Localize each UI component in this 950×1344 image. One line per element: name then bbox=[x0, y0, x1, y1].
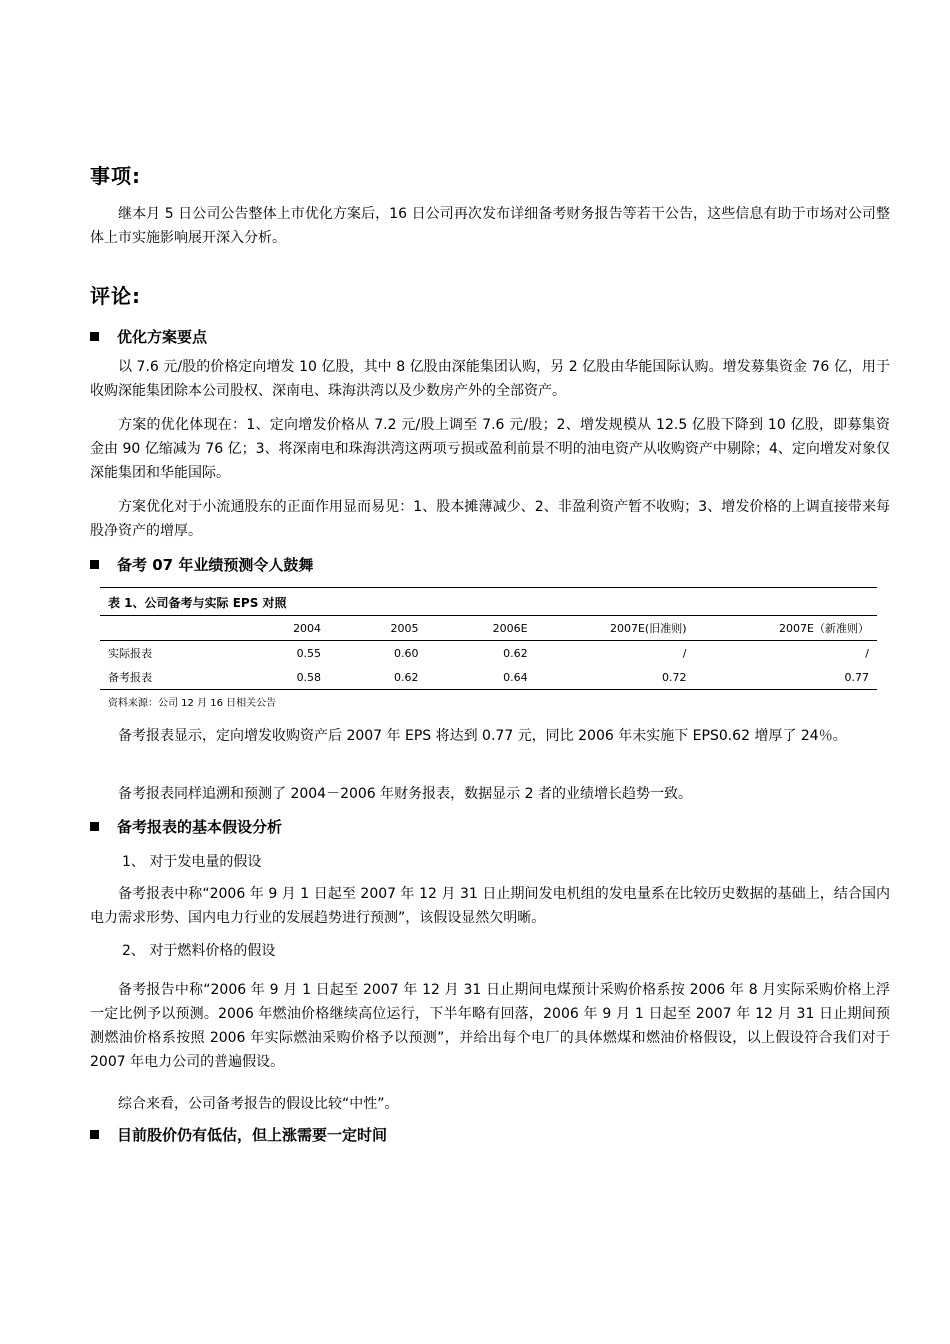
table-header-cell: 2007E(旧准则) bbox=[532, 616, 691, 641]
table-header-cell: 2006E bbox=[423, 616, 532, 641]
table-cell: 0.58 bbox=[251, 665, 326, 690]
table-cell: 0.72 bbox=[532, 665, 691, 690]
table-cell: 备考报表 bbox=[100, 665, 251, 690]
table-cell: 0.60 bbox=[394, 646, 419, 660]
table-cell: / bbox=[682, 646, 687, 660]
table-cell: 0.64 bbox=[423, 665, 532, 690]
event-paragraph: 继本月 5 日公司公告整体上市优化方案后，16 日公司再次发布详细备考财务报告等若干公告，这些信息有助于市场对公司整体上市实施影响展开深入分析。 bbox=[90, 206, 890, 246]
paragraph-5: 备考报表同样追溯和预测了 2004－2006 年财务报表，数据显示 2 者的业绩增长趋势一致。 bbox=[118, 786, 692, 802]
bullet-square-icon bbox=[90, 822, 99, 831]
paragraph-2: 方案的优化体现在：1、定向增发价格从 7.2 元/股上调至 7.6 元/股；2、增发规模从 12.5 亿股下降到 10 亿股，即募集资金由 90 亿缩减为 76 亿；3、将深南电和珠海洪湾这两项亏损或盈利前景不明的油电资产从收购资产中剔除；4、定向增发对象仅深能集团和华能国际。 bbox=[90, 417, 890, 481]
table-row bbox=[100, 665, 877, 690]
bullet-heading-4: 目前股价仍有低估，但上涨需要一定时间 bbox=[90, 1124, 387, 1145]
table-source-note: 资料来源：公司 12 月 16 日相关公告 bbox=[108, 698, 277, 709]
subheading-1: 1、 对于发电量的假设 bbox=[122, 854, 262, 870]
paragraph-4: 备考报表显示，定向增发收购资产后 2007 年 EPS 将达到 0.77 元，同比 2006 年未实施下 EPS0.62 增厚了 24％。 bbox=[118, 728, 847, 744]
bullet-square-icon bbox=[90, 332, 99, 341]
bullet-heading-3: 备考报表的基本假设分析 bbox=[90, 816, 282, 837]
table-cell: 0.62 bbox=[325, 665, 422, 690]
bullet-square-icon bbox=[90, 560, 99, 569]
paragraph-6: 备考报表中称“2006 年 9 月 1 日起至 2007 年 12 月 31 日止期间发电机组的发电量系在比较历史数据的基础上，结合国内电力需求形势、国内电力行业的发展趋势进行预测”，该假设显然欠明晰。 bbox=[90, 886, 890, 926]
table-header-cell: 2004 bbox=[251, 616, 326, 641]
paragraph-7: 备考报告中称“2006 年 9 月 1 日起至 2007 年 12 月 31 日止期间电煤预计采购价格系按 2006 年 8 月实际采购价格上浮一定比例予以预测。2006 年燃油价格继续高位运行，下半年略有回落，2006 年 9 月 1 日起至 2007 年 12 月 31 日止期间预测燃油价格系按照 2006 年实际燃油采购价格予以预测”，并给出每个电厂的具体燃煤和燃油价格假设，以上假设符合我们对于 2007 年电力公司的普遍假设。 bbox=[90, 982, 890, 1070]
table-cell: 0.62 bbox=[503, 646, 528, 660]
table-cell: / bbox=[865, 646, 869, 660]
table-row bbox=[100, 641, 877, 666]
table-cell: 0.55 bbox=[296, 646, 322, 660]
paragraph-8: 综合来看，公司备考报告的假设比较“中性”。 bbox=[118, 1096, 399, 1112]
event-heading: 事项: bbox=[90, 164, 141, 188]
table-cell: 0.77 bbox=[691, 665, 877, 690]
eps-table bbox=[100, 587, 877, 709]
bullet-square-icon bbox=[90, 1130, 99, 1139]
bullet-heading-2: 备考 07 年业绩预测令人鼓舞 bbox=[90, 554, 313, 575]
paragraph-1: 以 7.6 元/股的价格定向增发 10 亿股，其中 8 亿股由深能集团认购，另 2 亿股由华能国际认购。增发募集资金 76 亿，用于收购深能集团除本公司股权、深南电、珠海洪湾以及少数房产外的全部资产。 bbox=[90, 359, 890, 399]
table-header-cell: 2005 bbox=[325, 616, 422, 641]
table-cell: 实际报表 bbox=[108, 647, 152, 660]
comment-heading: 评论: bbox=[90, 284, 141, 308]
subheading-2: 2、 对于燃料价格的假设 bbox=[122, 943, 276, 959]
paragraph-3: 方案优化对于小流通股东的正面作用显而易见：1、股本摊薄减少、2、非盈利资产暂不收购；3、增发价格的上调直接带来每股净资产的增厚。 bbox=[90, 499, 890, 539]
table-header-cell bbox=[100, 616, 251, 641]
table-header-row bbox=[100, 616, 877, 641]
table-title: 表 1、公司备考与实际 EPS 对照 bbox=[100, 587, 877, 616]
table-header-cell: 2007E（新准则） bbox=[691, 616, 877, 641]
bullet-heading-1: 优化方案要点 bbox=[90, 326, 207, 347]
